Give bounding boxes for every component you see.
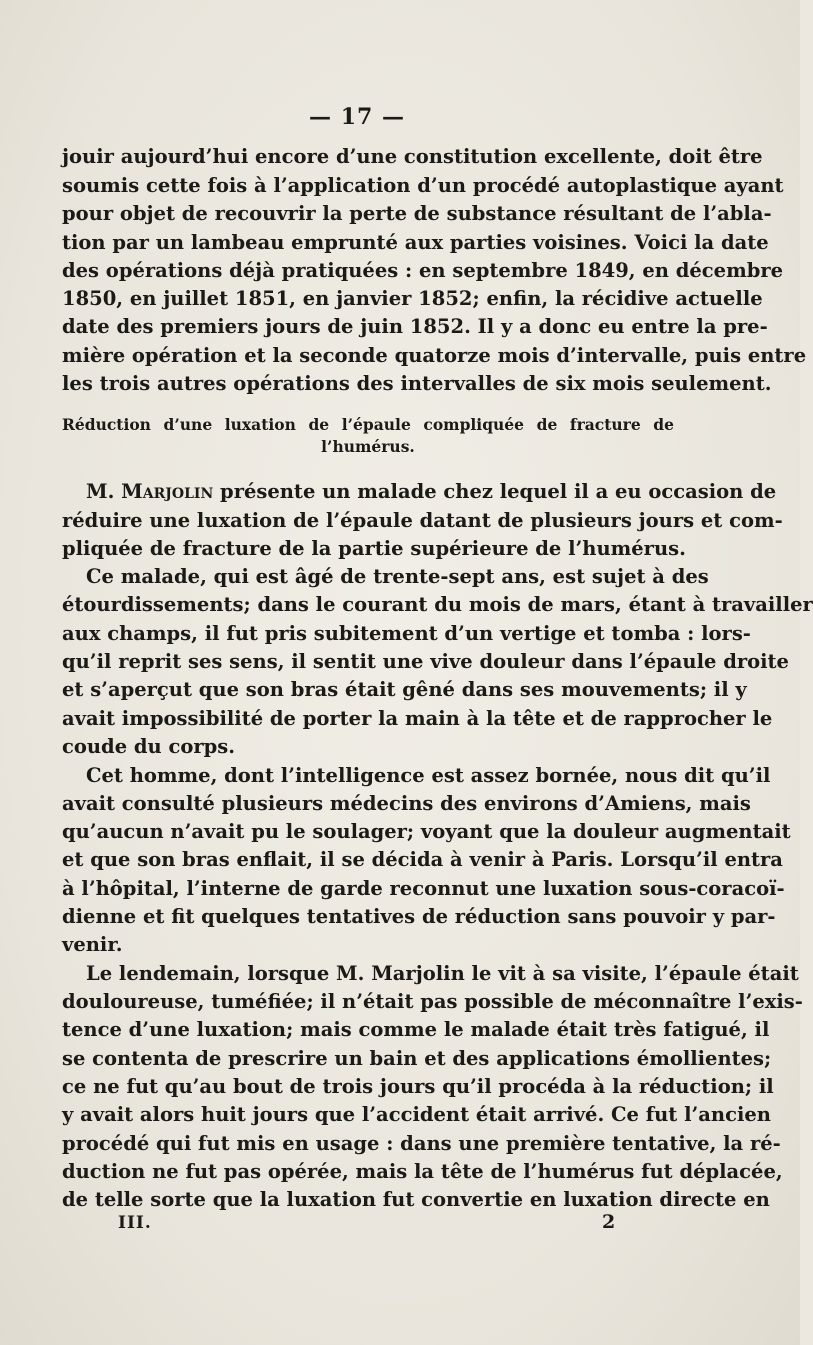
text-run: présente un malade chez lequel il a eu occasion de [213,480,777,503]
gathering-signature: 2 [602,1211,616,1233]
text-line: étourdissements; dans le courant du mois de mars, étant à travailler [62,593,813,616]
author-name: Marjolin [121,480,214,503]
text-line: avait impossibilité de porter la main à la tête et de rapprocher le [62,707,773,730]
text-line: des opérations déjà pratiquées : en septembre 1849, en décembre [62,259,784,282]
text-line: de telle sorte que la luxation fut convertie en luxation directe en [62,1188,770,1211]
text-line: se contenta de prescrire un bain et des applications émollientes; [62,1047,772,1070]
text-line: Le lendemain, lorsque M. Marjolin le vit à sa visite, l’épaule était [86,962,799,985]
text-line: et que son bras enflait, il se décida à venir à Paris. Lorsqu’il entra [62,848,783,871]
text-line: aux champs, il fut pris subitement d’un vertige et tomba : lors- [62,622,751,645]
text-line: soumis cette fois à l’application d’un procédé autoplastique ayant [62,174,784,197]
text-line: tence d’une luxation; mais comme le malade était très fatigué, il [62,1018,770,1041]
text-line: pour objet de recouvrir la perte de substance résultant de l’abla- [62,202,772,225]
text-line: les trois autres opérations des intervalles de six mois seulement. [62,372,772,395]
text-line: et s’aperçut que son bras était gêné dans ses mouvements; il y [62,678,747,701]
text-line: qu’aucun n’avait pu le soulager; voyant que la douleur augmentait [62,820,791,843]
text-line: y avait alors huit jours que l’accident était arrivé. Ce fut l’ancien [62,1103,771,1126]
text-line: tion par un lambeau emprunté aux parties voisines. Voici la date [62,231,769,254]
text-line: qu’il reprit ses sens, il sentit une vive douleur dans l’épaule droite [62,650,789,673]
author-prefix: M. [86,480,122,503]
text-line: 1850, en juillet 1851, en janvier 1852; enfin, la récidive actuelle [62,287,763,310]
text-line: réduire une luxation de l’épaule datant de plusieurs jours et com- [62,509,783,532]
text-line: duction ne fut pas opérée, mais la tête de l’humérus fut déplacée, [62,1160,783,1183]
section-heading-line-2: l’humérus. [321,437,415,456]
text-line: dienne et fit quelques tentatives de réduction sans pouvoir y par- [62,905,776,928]
volume-signature: III. [118,1213,152,1233]
text-line: Cet homme, dont l’intelligence est assez bornée, nous dit qu’il [86,764,771,787]
section-heading-line-1: Réduction d’une luxation de l’épaule compliquée de fracture de [62,415,674,434]
text-line: jouir aujourd’hui encore d’une constitution excellente, doit être [62,145,763,168]
text-line: venir. [62,933,123,956]
text-line: Ce malade, qui est âgé de trente-sept ans, est sujet à des [86,565,709,588]
text-line: coude du corps. [62,735,236,758]
page-number: — 17 — [309,104,405,130]
text-line: procédé qui fut mis en usage : dans une première tentative, la ré- [62,1132,781,1155]
text-line: à l’hôpital, l’interne de garde reconnut une luxation sous-coracoï- [62,877,785,900]
text-line: douloureuse, tuméfiée; il n’était pas possible de méconnaître l’exis- [62,990,803,1013]
text-line: mière opération et la seconde quatorze mois d’intervalle, puis entre [62,344,807,367]
text-line [86,478,777,506]
text-line: avait consulté plusieurs médecins des environs d’Amiens, mais [62,792,751,815]
text-line: ce ne fut qu’au bout de trois jours qu’il procéda à la réduction; il [62,1075,774,1098]
text-line: date des premiers jours de juin 1852. Il y a donc eu entre la pre- [62,315,768,338]
text-line: pliquée de fracture de la partie supérieure de l’humérus. [62,537,686,560]
